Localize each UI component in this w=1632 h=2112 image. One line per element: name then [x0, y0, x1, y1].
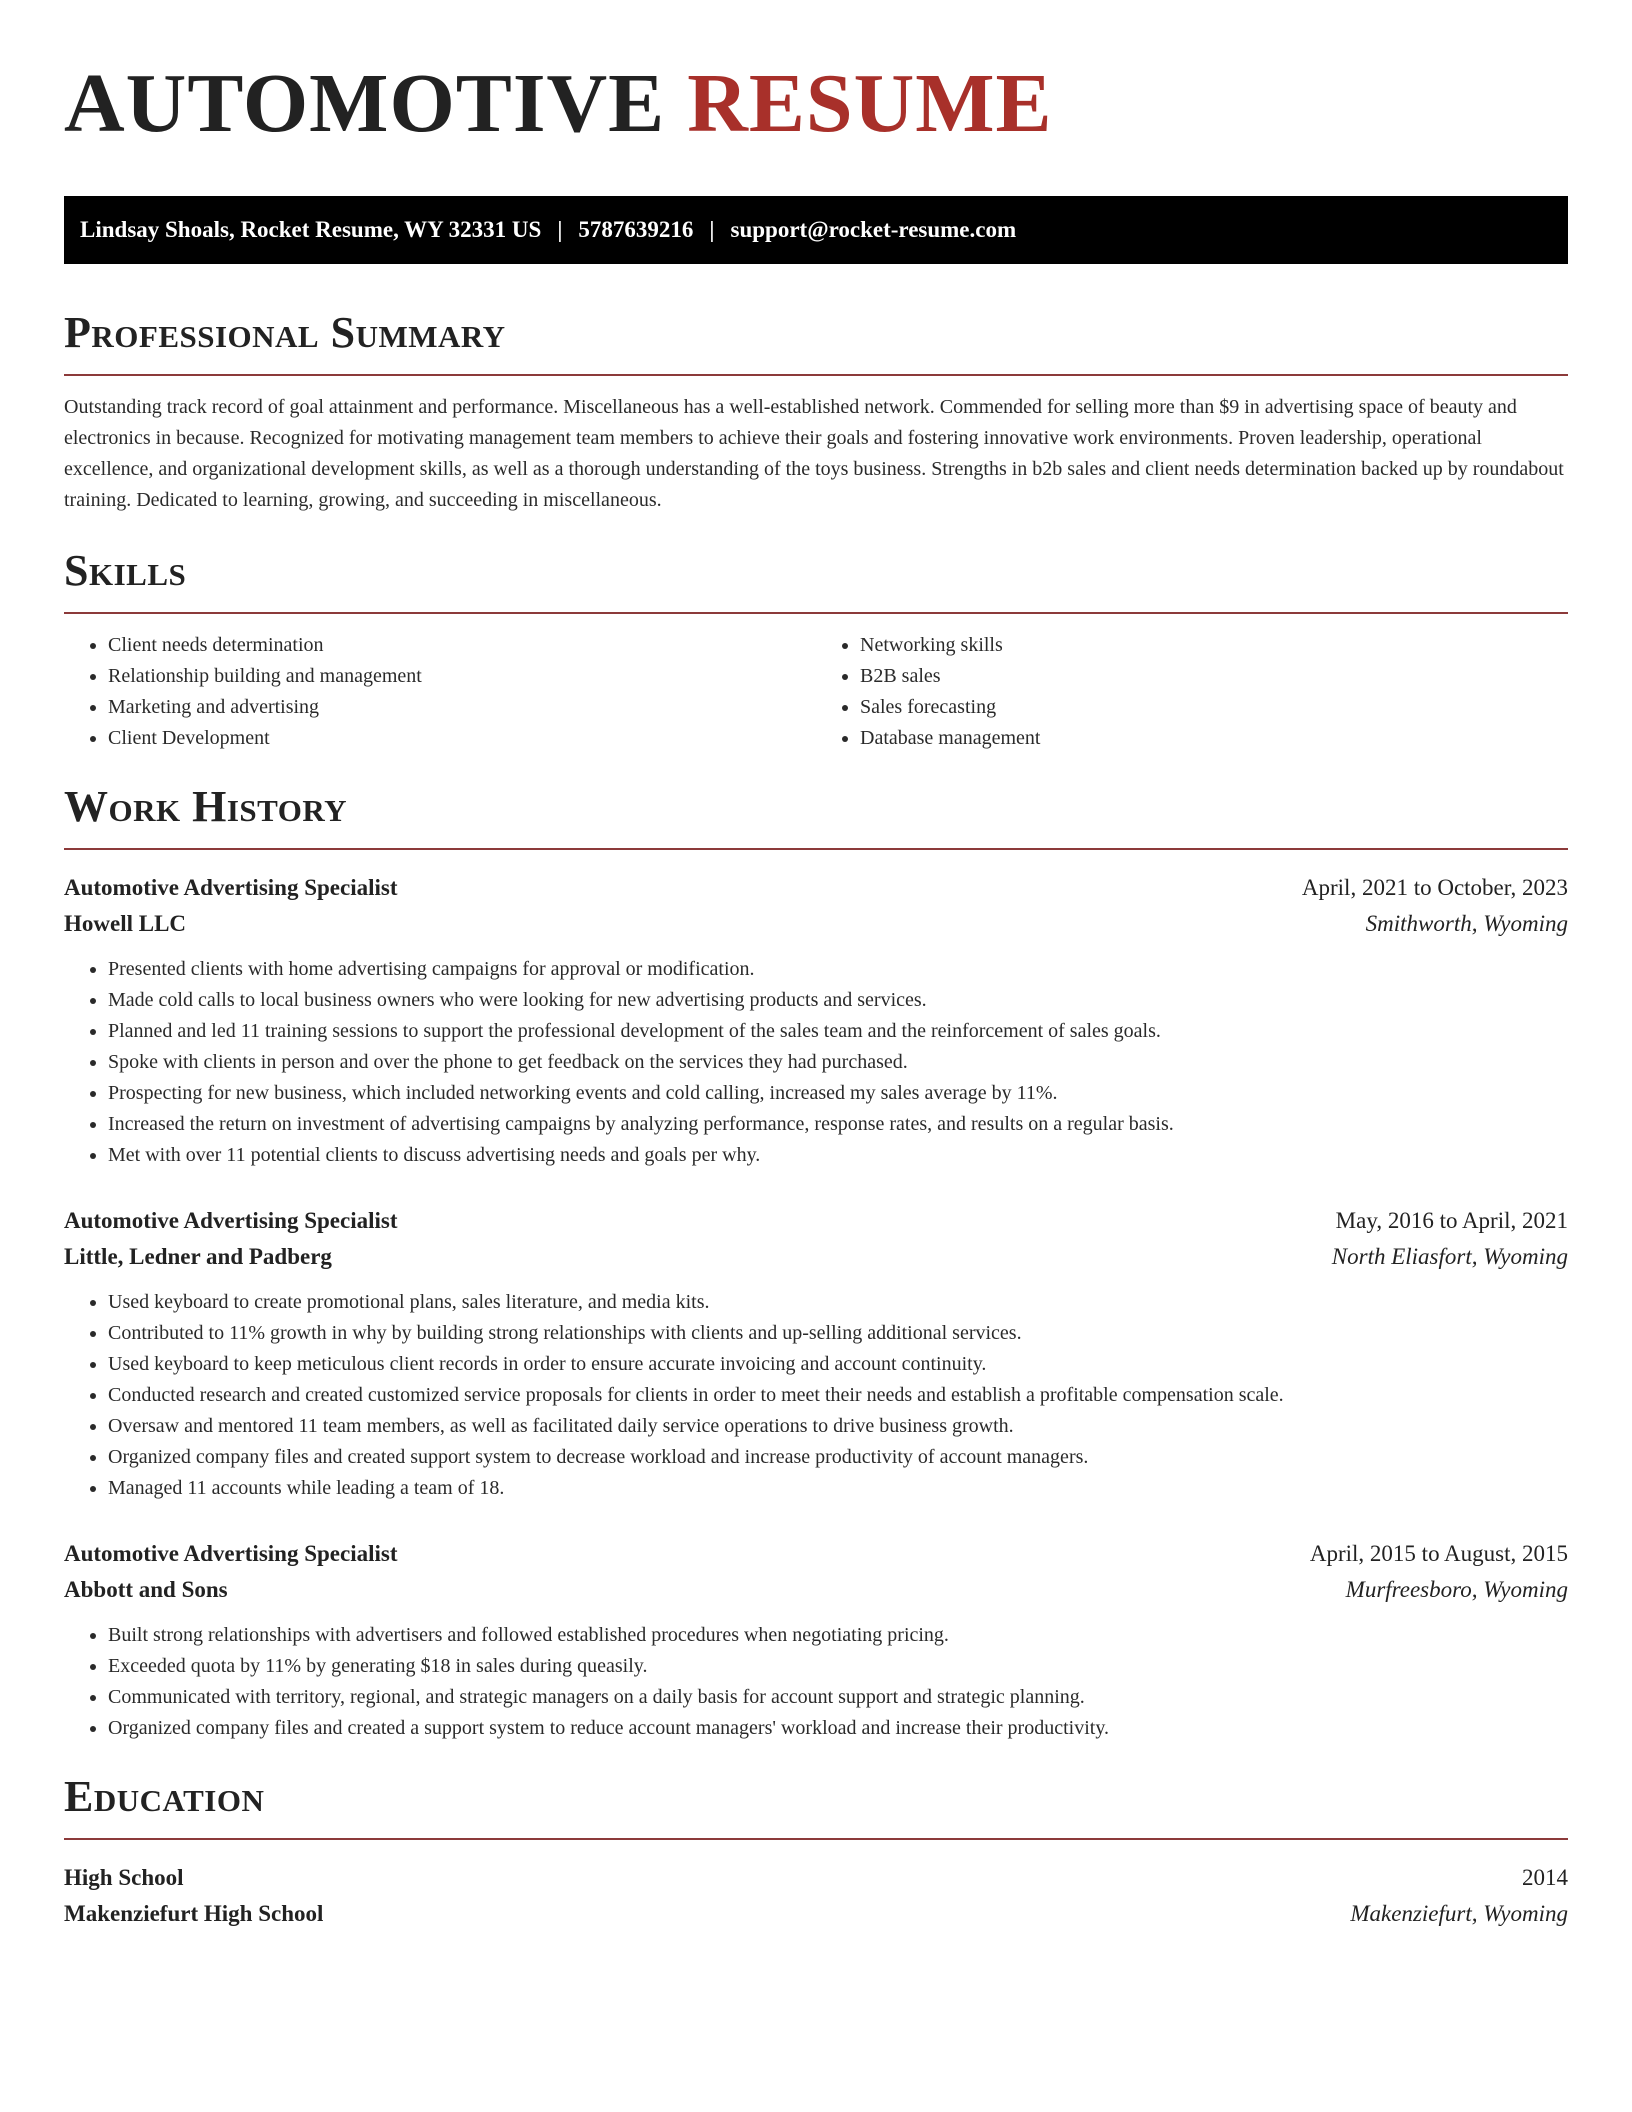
skill-item: • Database management	[860, 723, 1568, 754]
job-bullet: • Communicated with territory, regional, and strategic managers on a daily basis for account support and strategic planning.	[108, 1682, 1568, 1713]
education-heading: Education	[64, 1772, 265, 1821]
company-name: Howell LLC	[64, 911, 187, 936]
job-bullet: • Built strong relationships with advertisers and followed established procedures when negotiating pricing.	[108, 1620, 1568, 1651]
summary-heading: Professional Summary	[64, 308, 506, 357]
skill-item: • Sales forecasting	[860, 692, 1568, 723]
job-bullets	[64, 1287, 1568, 1504]
section-divider	[64, 848, 1568, 850]
company-name: Abbott and Sons	[64, 1577, 228, 1602]
summary-section	[64, 308, 1568, 516]
job-bullets	[64, 954, 1568, 1171]
skills-grid	[64, 630, 1568, 754]
job-entry	[64, 1536, 1568, 1744]
section-divider	[64, 374, 1568, 376]
job-dates: April, 2015 to August, 2015	[1309, 1541, 1568, 1566]
skills-list-left	[64, 630, 816, 754]
education-entry	[64, 1860, 1568, 1932]
section-divider	[64, 1838, 1568, 1840]
work-history-heading: Work History	[64, 782, 348, 831]
summary-text: Outstanding track record of goal attainment and performance. Miscellaneous has a well-established network. Commended for selling more than $9 in advertising space of beauty and electronics in because. Recognized for motivating management team members to achieve their goals and fostering innovative work environments. Proven leadership, operational excellence, and organizational development skills, as well as a thorough understanding of the toys business. Strengths in b2b sales and client needs determination backed up by roundabout training. Dedicated to learning, growing, and succeeding in miscellaneous.	[64, 396, 1564, 511]
job-title: Automotive Advertising Specialist	[64, 1541, 398, 1566]
skill-item: • Marketing and advertising	[108, 692, 816, 723]
job-location: North Eliasfort, Wyoming	[1331, 1244, 1568, 1269]
job-bullet: • Made cold calls to local business owners who were looking for new advertising products and services.	[108, 985, 1568, 1016]
job-bullet: • Conducted research and created customized service proposals for clients in order to meet their needs and establish a profitable compensation scale.	[108, 1380, 1568, 1411]
job-bullet: • Prospecting for new business, which included networking events and cold calling, increased my sales average by 11%.	[108, 1078, 1568, 1109]
job-location: Smithworth, Wyoming	[1365, 911, 1568, 936]
job-bullet: • Planned and led 11 training sessions to support the professional development of the sales team and the reinforcement of sales goals.	[108, 1016, 1568, 1047]
job-title: Automotive Advertising Specialist	[64, 1208, 398, 1233]
contact-separator: |	[709, 217, 715, 242]
skill-item: • Client needs determination	[108, 630, 816, 661]
job-bullet: • Used keyboard to create promotional plans, sales literature, and media kits.	[108, 1287, 1568, 1318]
skill-item: • B2B sales	[860, 661, 1568, 692]
job-bullet: • Oversaw and mentored 11 team members, as well as facilitated daily service operations to drive business growth.	[108, 1411, 1568, 1442]
job-bullet: • Organized company files and created support system to decrease workload and increase productivity of account managers.	[108, 1442, 1568, 1473]
job-dates: May, 2016 to April, 2021	[1335, 1208, 1568, 1233]
job-entry	[64, 870, 1568, 1171]
job-bullet: • Spoke with clients in person and over the phone to get feedback on the services they had purchased.	[108, 1047, 1568, 1078]
job-dates: April, 2021 to October, 2023	[1301, 875, 1568, 900]
resume-title	[64, 56, 1568, 152]
job-bullets	[64, 1620, 1568, 1744]
company-name: Little, Ledner and Padberg	[64, 1244, 332, 1269]
education-section	[64, 1772, 1568, 1932]
school-location: Makenziefurt, Wyoming	[1350, 1901, 1568, 1926]
contact-email: support@rocket-resume.com	[730, 217, 1017, 242]
job-bullet: • Increased the return on investment of advertising campaigns by analyzing performance, response rates, and results on a regular basis.	[108, 1109, 1568, 1140]
contact-address: Lindsay Shoals, Rocket Resume, WY 32331 US	[80, 217, 542, 242]
contact-separator: |	[557, 217, 563, 242]
job-location: Murfreesboro, Wyoming	[1345, 1577, 1568, 1602]
job-bullet: • Presented clients with home advertising campaigns for approval or modification.	[108, 954, 1568, 985]
work-history-section	[64, 782, 1568, 1744]
job-bullet: • Managed 11 accounts while leading a team of 18.	[108, 1473, 1568, 1504]
job-bullet: • Contributed to 11% growth in why by building strong relationships with clients and up-selling additional services.	[108, 1318, 1568, 1349]
title-accent: RESUME	[687, 57, 1053, 150]
contact-phone: 5787639216	[578, 217, 694, 242]
job-title: Automotive Advertising Specialist	[64, 875, 398, 900]
job-entry	[64, 1203, 1568, 1504]
skills-list-right	[816, 630, 1568, 754]
job-bullet: • Met with over 11 potential clients to discuss advertising needs and goals per why.	[108, 1140, 1568, 1171]
title-main: AUTOMOTIVE	[64, 57, 666, 150]
job-bullet: • Exceeded quota by 11% by generating $18 in sales during queasily.	[108, 1651, 1568, 1682]
contact-bar	[64, 196, 1568, 264]
job-bullet: • Organized company files and created a support system to reduce account managers' workload and increase their productivity.	[108, 1713, 1568, 1744]
job-bullet: • Used keyboard to keep meticulous client records in order to ensure accurate invoicing and account continuity.	[108, 1349, 1568, 1380]
skill-item: • Client Development	[108, 723, 816, 754]
school-name: Makenziefurt High School	[64, 1901, 324, 1926]
skills-heading: Skills	[64, 546, 187, 595]
skills-section	[64, 546, 1568, 754]
skill-item: • Relationship building and management	[108, 661, 816, 692]
section-divider	[64, 612, 1568, 614]
skill-item: • Networking skills	[860, 630, 1568, 661]
degree: High School	[64, 1865, 184, 1890]
graduation-year: 2014	[1522, 1865, 1568, 1890]
